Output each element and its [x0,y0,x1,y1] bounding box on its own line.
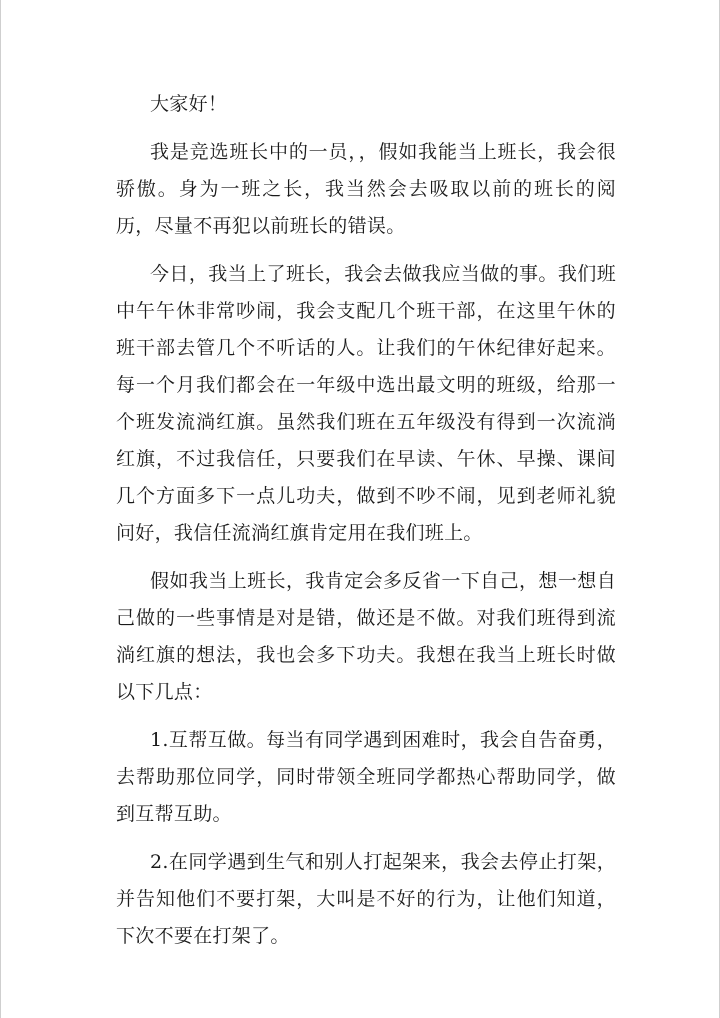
intro-paragraph: 我是竞选班长中的一员，，假如我能当上班长，我会很骄傲。身为一班之长，我当然会去吸取以前的班长的阅历，尽量不再犯以前班长的错误。 [116,141,616,237]
greeting-paragraph: 大家好！ [150,93,228,115]
list-item-1: 1.互帮互做。每当有同学遇到困难时，我会自告奋勇，去帮助那位同学，同时带领全班同学都热心帮助同学，做到互帮互助。 [116,729,616,825]
list-item-2: 2.在同学遇到生气和别人打起架来，我会去停止打架，并告知他们不要打架，大叫是不好的行为，让他们知道，下次不要在打架了。 [116,851,616,947]
body-paragraph-reflect: 假如我当上班长，我肯定会多反省一下自己，想一想自己做的一些事情是对是错，做还是不做。对我们班得到流淌红旗的想法，我也会多下功夫。我想在我当上班长时做以下几点： [116,570,616,703]
body-paragraph-today: 今日，我当上了班长，我会去做我应当做的事。我们班中午午休非常吵闹，我会支配几个班干部，在这里午休的班干部去管几个不听话的人。让我们的午休纪律好起来。每一个月我们都会在一年级中选出最文明的班级，给那一个班发流淌红旗。虽然我们班在五年级没有得到一次流淌红旗，不过我信任，只要我们在早读、午休、早操、课间几个方面多下一点儿功夫，做到不吵不闹，见到老师礼貌问好，我信任流淌红旗肯定用在我们班上。 [116,263,616,544]
document-body [116,86,616,966]
